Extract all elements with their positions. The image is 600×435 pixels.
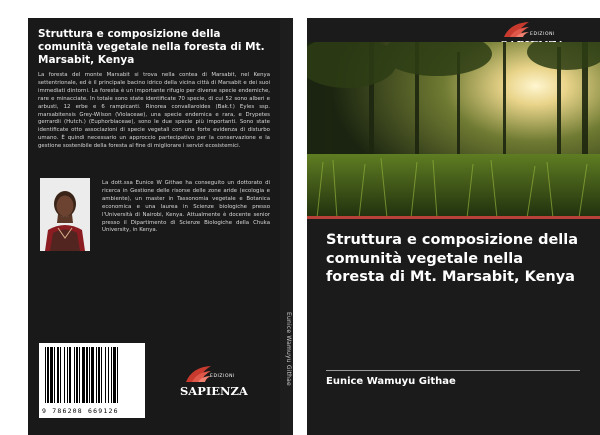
barcode-bar <box>67 347 68 403</box>
publisher-name: SAPIENZA <box>180 384 248 398</box>
barcode-bar <box>69 347 71 403</box>
front-cover-author: Eunice Wamuyu Githae <box>326 376 456 387</box>
back-cover-title: Struttura e composizione della comunità vegetale nella foresta di Mt. Marsabit, Kenya <box>38 28 265 66</box>
barcode-bar <box>57 347 59 403</box>
barcode-bar <box>79 347 80 403</box>
publisher-logo-back <box>180 363 246 403</box>
spine-author: Eunice Wamuyu Githae <box>285 312 292 386</box>
publisher-small-label: EDIZIONI <box>530 32 556 37</box>
barcode-bar <box>47 347 49 403</box>
barcode-bar <box>60 347 61 403</box>
author-divider <box>326 370 580 371</box>
forest-cover-photo <box>307 42 600 218</box>
barcode-bar <box>89 347 90 403</box>
barcode-bar <box>98 347 100 403</box>
barcode-bar <box>45 347 46 403</box>
barcode-bar <box>86 347 88 403</box>
barcode-bar <box>96 347 97 403</box>
barcode-bar <box>64 347 65 403</box>
logo-fan-icon <box>502 20 532 38</box>
logo-fan-icon <box>184 363 214 383</box>
barcode-bar <box>101 347 102 403</box>
barcode-bar <box>108 347 109 403</box>
barcode-bar <box>82 347 85 403</box>
publisher-small-label: EDIZIONI <box>210 374 236 379</box>
barcode-bar <box>74 347 75 403</box>
back-cover-description: La foresta del monte Marsabit si trova nella contea di Marsabit, nel Kenya settentrionale, ed è il principale bacino idrico della vicina città di Marsabit e dei suoi immediati dintorni. La foresta è un importante rifugio per diverse specie endemiche, rare e minacciate. In totale sono state identificate 70 specie, di cui 52 sono alberi e arbusti, 12 erbe e 6 rampicanti. Rinorea convallaroides (Bak.f.) Eyles ssp. marsabitensis Grey-Wilson (Violaceae), una specie endemica e rara, e Drypetes gerrardii (Hutch.) (Euphorbiaceae), sono le due specie più importanti. Sono state identificate otto associazioni di specie vegetali con una forte evidenza di disturbo umano. È quindi necessario un approccio partecipativo per la conservazione e la gestione sostenibile della foresta al fine di migliorare i servizi ecosistemici. <box>38 72 270 150</box>
barcode-bar <box>117 347 118 403</box>
isbn-number: 9 786208 669126 <box>42 407 119 415</box>
barcode-bar <box>91 347 94 403</box>
accent-stripe <box>307 216 600 219</box>
barcode-bar <box>113 347 116 403</box>
barcode-bar <box>105 347 106 403</box>
author-photo <box>40 178 90 251</box>
barcode-bar <box>76 347 78 403</box>
barcode-bar <box>111 347 112 403</box>
author-bio: La dott.ssa Eunice W Githae ha conseguito un dottorato di ricerca in Gestione delle risorse delle zone aride (ecologia e ambiente), un master in Tassonomia vegetale e Botanica economica e una laurea in Scienze biologiche presso l'Università di Nairobi, Kenya. Attualmente è docente senior presso il Dipartimento di Scienze Biologiche della Chuka University, in Kenya. <box>102 180 270 234</box>
barcode-bar <box>54 347 55 403</box>
barcode-bar <box>50 347 53 403</box>
front-cover-title: Struttura e composizione della comunità vegetale nella foresta di Mt. Marsabit, Kenya <box>326 232 579 285</box>
